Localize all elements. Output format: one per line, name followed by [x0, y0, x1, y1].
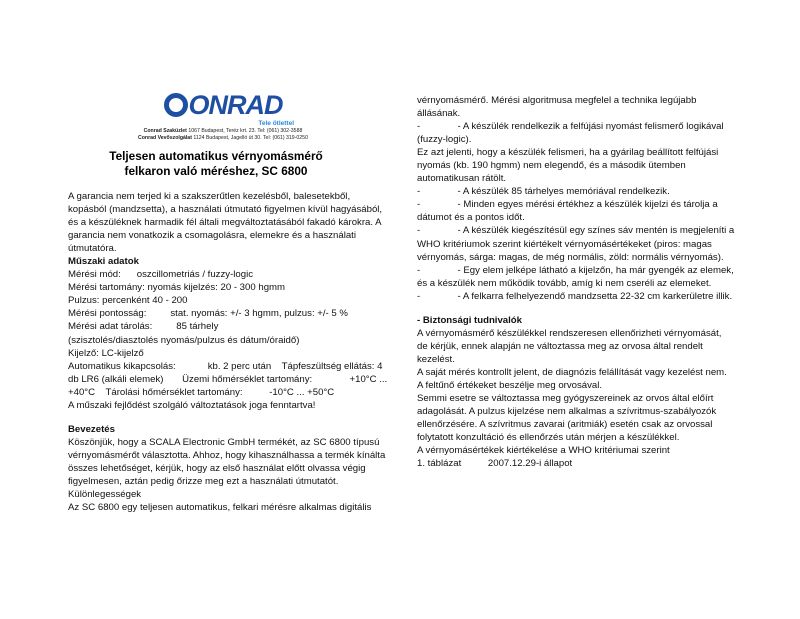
- text-line: - - Minden egyes mérési értékhez a készülék kijelzi és tárolja a: [417, 199, 718, 211]
- conrad-logo: [110, 90, 336, 120]
- text-line: és a készülék nem működik tovább, amíg ki nem cseréli az elemeket.: [417, 277, 712, 289]
- section-heading: Műszaki adatok: [68, 256, 139, 268]
- text-line: - - A felkarra felhelyezendő mandzsetta 22-32 cm karkerületre illik.: [417, 290, 733, 302]
- text-line: figyelmesen, aztán pedig őrizze meg ezt a használati útmutatót.: [68, 475, 339, 487]
- text-line: Pulzus: percenként 40 - 200: [68, 295, 188, 307]
- text-line: (szisztolés/diasztolés nyomás/pulzus és dátum/óraidő): [68, 334, 300, 346]
- text-line: Ez azt jelenti, hogy a készülék felismeri, ha a gyárilag beállított felfújási: [417, 147, 719, 159]
- left-text-column: [68, 190, 398, 514]
- text-line: db LR6 (alkáli elemek) Üzemi hőmérséklet tartomány: +10°C ...: [68, 373, 388, 385]
- text-line: és a készüléknek harmadik fél általi megváltoztatásából fakadó károkra. A: [68, 217, 382, 229]
- store-address-text: 1067 Budapest, Teréz krt. 23. Tel: (061) 302-3588: [186, 128, 303, 134]
- text-line: dátumot és a pontos időt.: [417, 212, 525, 224]
- text-line: garancia nem vonatkozik a csomagolásra, elemekre és a használati: [68, 230, 356, 242]
- text-line: - - Egy elem jelképe látható a kijelzőn, ha már gyengék az elemek,: [417, 264, 734, 276]
- text-line: A saját mérés kontrollt jelent, de diagnózis felállítását vagy kezelést nem.: [417, 366, 727, 378]
- service-address-text: 1124 Budapest, Jagelló út 30. Tel: (061) 319-0250: [191, 135, 308, 142]
- text-line: 1. táblázat 2007.12.29-i állapot: [417, 458, 573, 470]
- text-line: Automatikus kikapcsolás: kb. 2 perc után Tápfeszültség ellátás: 4: [68, 360, 383, 372]
- service-name: Conrad Vevőszolgálat: [138, 135, 192, 142]
- text-line: Köszönjük, hogy a SCALA Electronic GmbH termékét, az SC 6800 típusú: [68, 436, 380, 448]
- text-line: Az SC 6800 egy teljesen automatikus, felkari mérésre alkalmas digitális: [68, 502, 372, 514]
- text-line: ellenőrzésére. A szívritmus zavarai (aritmiák) esetén csak az orvossal: [417, 419, 713, 431]
- store-address: [110, 128, 336, 135]
- text-line: - - A készülék rendelkezik a felfújási nyomást felismerő logikával: [417, 121, 724, 133]
- right-text-column: [417, 94, 752, 470]
- text-line: A vérnyomásmérő készülékkel rendszeresen ellenőrizheti vérnyomását,: [417, 327, 722, 339]
- text-line: Különlegességek: [68, 489, 142, 501]
- text-line: folytatott konzultáció és ellenőrzés után mérjen a készülékkel.: [417, 432, 680, 444]
- title-line-2: felkaron való méréshez, SC 6800: [124, 164, 308, 178]
- text-line: automatikusan rátölt.: [417, 173, 507, 185]
- text-line: A vérnyomásértékek kiértékelése a WHO kritériumai szerint: [417, 445, 670, 457]
- text-line: (fuzzy-logic).: [417, 134, 472, 146]
- logo-tagline: Tele ötlettel: [258, 120, 294, 127]
- text-line: kezelést.: [417, 353, 455, 365]
- text-line: Kijelző: LC-kijelző: [68, 347, 144, 359]
- text-line: nyomás (kb. 190 hgmm) nem elegendő, és a második ütemben: [417, 160, 686, 172]
- text-line: Mérési tartomány: nyomás kijelzés: 20 - 300 hgmm: [68, 282, 286, 294]
- text-line: összes lehetőséget, kérjük, hogy az első használat előtt olvassa végig: [68, 462, 366, 474]
- paragraph-gap: [68, 412, 398, 423]
- text-line: Mérési adat tárolás: 85 tárhely: [68, 321, 219, 333]
- title-line-1: Teljesen automatikus vérnyomásmérő: [109, 149, 323, 163]
- text-line: - - A készülék 85 tárhelyes memóriával rendelkezik.: [417, 186, 670, 198]
- conrad-header: [110, 90, 336, 142]
- text-line: Mérési pontosság: stat. nyomás: +/- 3 hgmm, pulzus: +/- 5 %: [68, 308, 348, 320]
- text-line: WHO kritériumok szerint kiértékelt vérnyomásértékeket (piros: magas: [417, 238, 712, 250]
- text-line: állásának.: [417, 108, 461, 120]
- document-title: [80, 149, 352, 179]
- text-line: A feltűnő értékeket beszélje meg orvosával.: [417, 379, 603, 391]
- text-line: - - A készülék kiegészítésül egy színes sáv mentén is megjeleníti a: [417, 225, 735, 237]
- text-line: kopásból (mandzsetta), a használati útmutató figyelmen kívül hagyásából,: [68, 204, 383, 216]
- text-line: A műszaki fejlődést szolgáló változtatások joga fenntartva!: [68, 399, 316, 411]
- store-name: Conrad Szaküzlet: [143, 128, 187, 134]
- section-heading: - Biztonsági tudnivalók: [417, 314, 523, 326]
- text-line: +40°C Tárolási hőmérséklet tartomány: -10°C ... +50°C: [68, 386, 335, 398]
- conrad-logo-text: ONRAD: [188, 90, 283, 120]
- text-line: vérnyomásmérő. Mérési algoritmusa megfelel a technika legújabb: [417, 95, 697, 106]
- text-line: vérnyomásmérőt választotta. Ahhoz, hogy kihasználhassa a termék kínálta: [68, 449, 386, 461]
- paragraph-gap: [417, 303, 752, 314]
- text-line: útmutatóra.: [68, 243, 117, 255]
- text-line: adagolását. A pulzus kijelzése nem alkalmas a szívritmus-szabályozók: [417, 406, 717, 418]
- text-line: Semmi esetre se változtassa meg gyógyszereinek az orvos által előírt: [417, 393, 714, 405]
- text-line: vérnyomás, sárga: magas, de még normális, zöld: normális vérnyomás).: [417, 251, 724, 263]
- text-line: Mérési mód: oszcillometriás / fuzzy-logic: [68, 269, 253, 281]
- text-line: A garancia nem terjed ki a szakszerűtlen kezelésből, balesetekből,: [68, 191, 351, 202]
- section-heading: Bevezetés: [68, 423, 115, 435]
- conrad-logo-c-icon: [164, 93, 188, 117]
- service-address: [110, 135, 336, 142]
- text-line: de kérjük, ennek alapján ne változtassa meg az orvosa által rendelt: [417, 340, 703, 352]
